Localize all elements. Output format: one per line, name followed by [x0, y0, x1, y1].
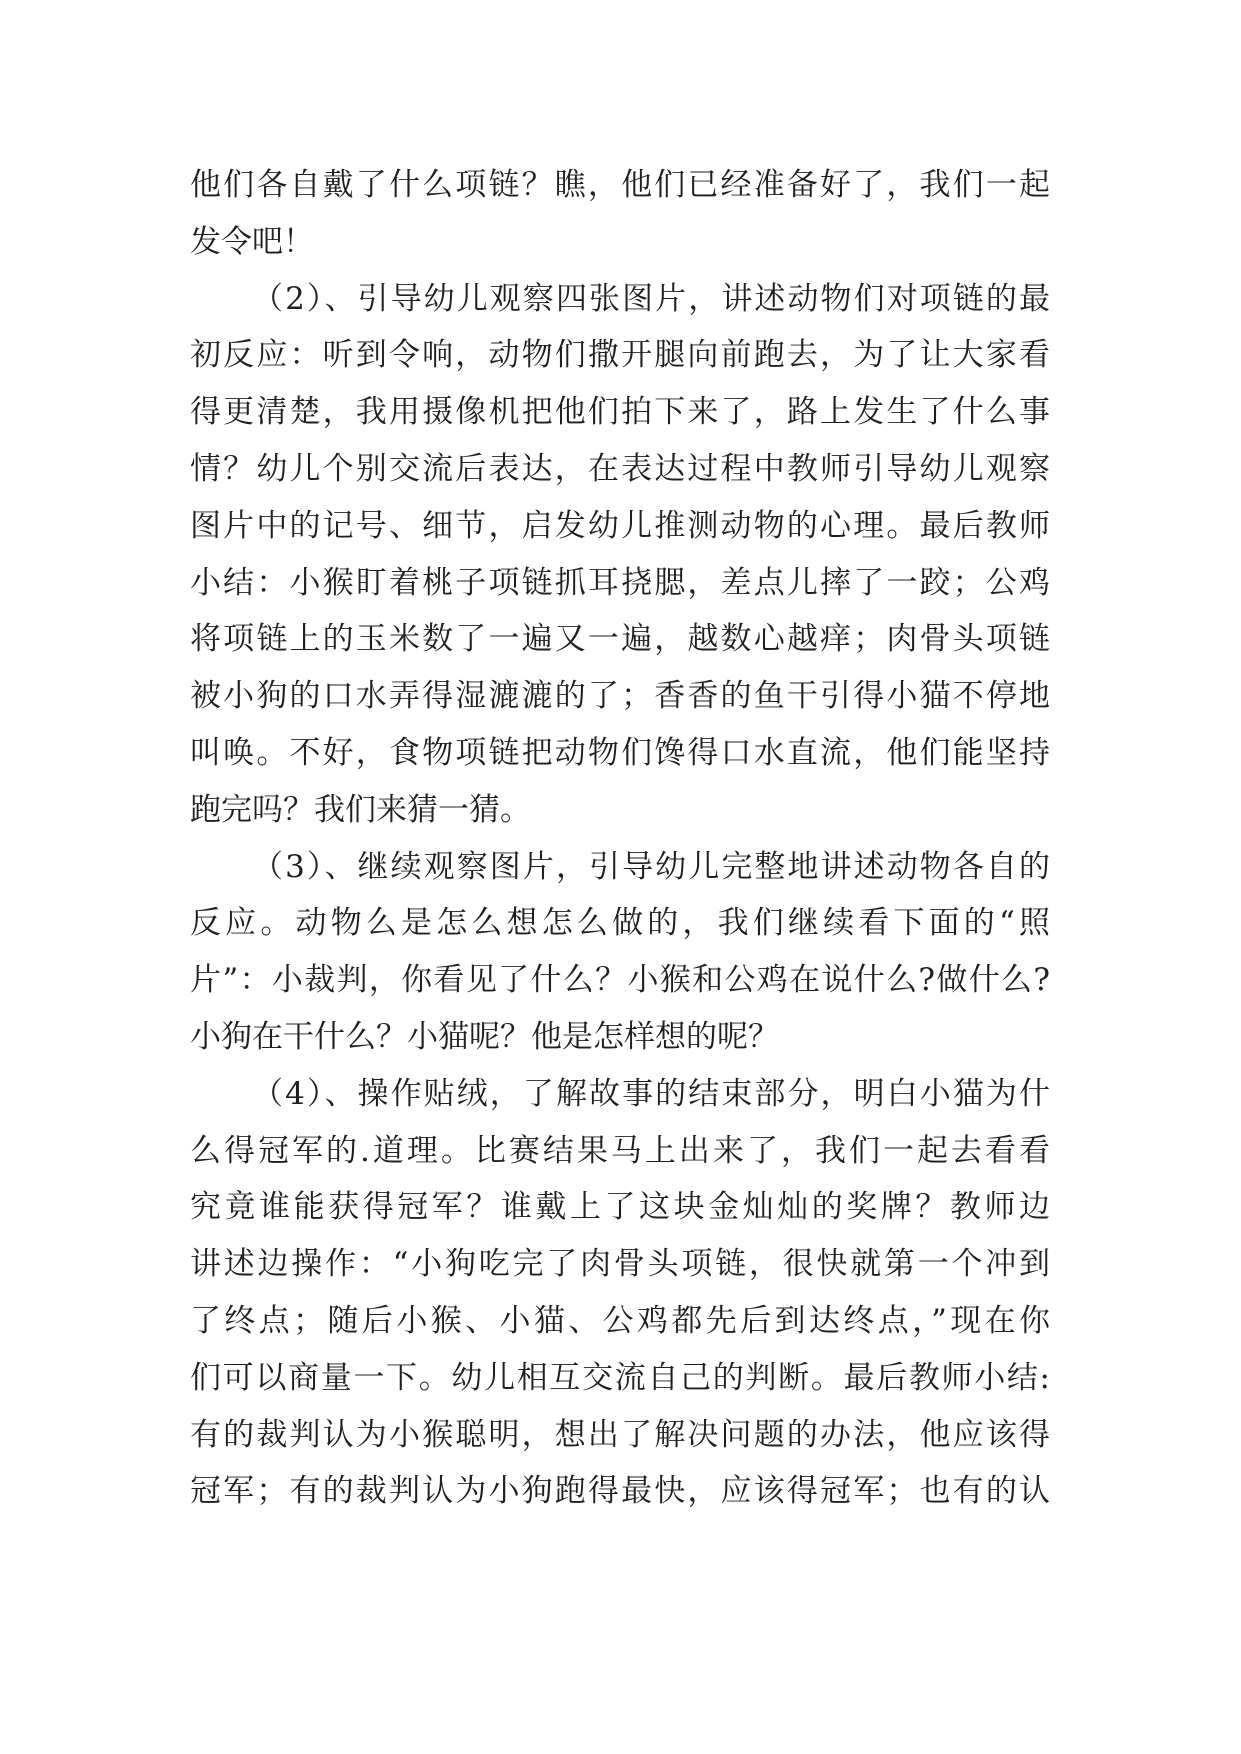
text-line: （3）、继续观察图片，引导幼儿完整地讲述动物各自的 [252, 848, 1050, 885]
text-line: 发令吧！ [190, 223, 314, 260]
text-line: 将项链上的玉米数了一遍又一遍，越数心越痒；肉骨头项链 [190, 621, 1050, 658]
text-line: 他们各自戴了什么项链？瞧，他们已经准备好了，我们一起 [190, 167, 1050, 203]
text-line: 们可以商量一下。幼儿相互交流自己的判断。最后教师小结: [190, 1359, 1050, 1396]
text-line: （2）、引导幼儿观察四张图片，讲述动物们对项链的最 [252, 280, 1050, 317]
text-line: 究竟谁能获得冠军？谁戴上了这块金灿灿的奖牌？教师边 [190, 1189, 1050, 1226]
text-line: 了终点；随后小猴、小猫、公鸡都先后到达终点，”现在你 [190, 1302, 1050, 1339]
body-text [190, 157, 1050, 1520]
text-line: 图片中的记号、细节，启发幼儿推测动物的心理。最后教师 [190, 507, 1050, 544]
text-line: 得更清楚，我用摄像机把他们拍下来了，路上发生了什么事 [190, 394, 1050, 431]
text-line: 跑完吗？我们来猜一猜。 [190, 791, 531, 828]
text-line: （4）、操作贴绒，了解故事的结束部分，明白小猫为什 [252, 1075, 1050, 1112]
text-line: 有的裁判认为小猴聪明，想出了解决问题的办法，他应该得 [190, 1416, 1050, 1453]
text-line: 么得冠军的.道理。比赛结果马上出来了，我们一起去看看 [190, 1132, 1050, 1169]
text-line: 情？幼儿个别交流后表达，在表达过程中教师引导幼儿观察 [190, 450, 1050, 487]
text-line: 片”：小裁判，你看见了什么？小猴和公鸡在说什么?做什么? [190, 962, 1050, 999]
text-line: 反应。动物么是怎么想怎么做的，我们继续看下面的“照 [190, 905, 1050, 942]
text-line: 初反应：听到令响，动物们撒开腿向前跑去，为了让大家看 [190, 337, 1050, 374]
text-line: 讲述边操作：“小狗吃完了肉骨头项链，很快就第一个冲到 [190, 1246, 1050, 1283]
text-line: 小结：小猴盯着桃子项链抓耳挠腮，差点儿摔了一跤；公鸡 [190, 564, 1050, 601]
text-line: 小狗在干什么？小猫呢？他是怎样想的呢？ [190, 1018, 779, 1055]
text-line: 叫唤。不好，食物项链把动物们馋得口水直流，他们能坚持 [190, 734, 1050, 771]
text-line: 冠军；有的裁判认为小狗跑得最快，应该得冠军；也有的认 [190, 1473, 1050, 1510]
text-line: 被小狗的口水弄得湿漉漉的了；香香的鱼干引得小猫不停地 [190, 678, 1050, 715]
